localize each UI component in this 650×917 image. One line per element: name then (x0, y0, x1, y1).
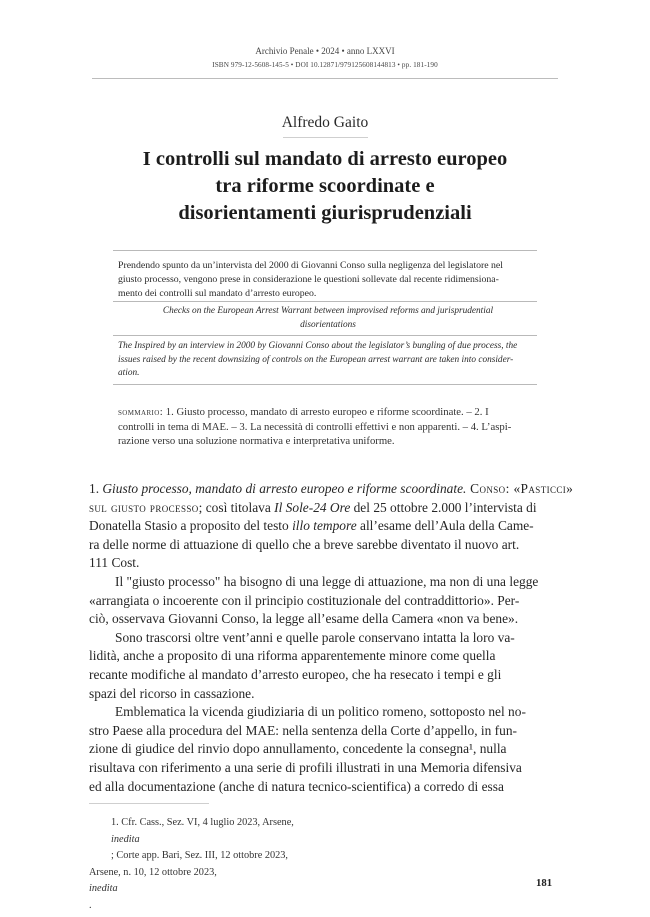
body-line: ra delle norme di attuazione di quello che a breve sarebbe diventato il nuovo art. (89, 536, 520, 552)
abstract-italian-line: giusto processo, vengono prese in considerazione le questioni sollevate dal recente ridimensiona- (118, 274, 499, 285)
footnote-line (89, 865, 559, 915)
abstract-english-line: issues raised by the recent downsizing of controls on the European arrest warrant are taken into consider- (118, 354, 514, 365)
abstract-bottom-rule (113, 384, 537, 385)
body-line: stro Paese alla procedura del MAE: nella sentenza della Corte d’appello, in fun- (89, 722, 517, 738)
footnote-fragment: Arsene, n. 10, 12 ottobre 2023, (89, 866, 217, 878)
journal-header-line1: Archivio Penale • 2024 • anno LXXVI (255, 46, 395, 56)
quoted-title: Conso: «Pasticci» (466, 481, 574, 496)
body-fragment: del 25 ottobre 2.000 l’intervista di (350, 499, 537, 515)
footnote-fragment: ; Corte app. Bari, Sez. III, 12 ottobre 2023, (111, 850, 289, 861)
body-text (89, 480, 574, 796)
abstract-italian-line: Prendendo spunto da un’intervista del 2000 di Giovanni Conso sulla negligenza del legislatore nel (118, 260, 503, 271)
latin-phrase: illo tempore (292, 518, 357, 534)
abstract-mid-rule (113, 301, 537, 302)
abstract-top-rule (113, 250, 537, 251)
body-line: Sono trascorsi oltre vent’anni e quelle parole conservano intatta la loro va- (115, 629, 515, 645)
footnote-italic: inedita (89, 883, 118, 894)
summary (118, 405, 538, 449)
page-number: 181 (536, 877, 553, 889)
footnote-fragment: 1. Cfr. Cass., Sez. VI, 4 luglio 2023, Arsene, (111, 817, 294, 828)
body-line: risultava con riferimento a una serie di profili illustrati in una Memoria difensiva (89, 759, 522, 775)
body-line: recante modifiche al mandato d’arresto europeo, che ha resecato i tempi e gli (89, 666, 502, 682)
body-line (89, 517, 559, 536)
body-fragment: all’esame dell’Aula della Came- (356, 518, 534, 534)
english-title (118, 305, 538, 332)
body-line: ed alla documentazione (anche di natura tecnico-scientifica) a corredo di essa (89, 778, 504, 794)
body-line: zione di giudice del rinvio dopo annullamento, concedente la consegna¹, nulla (89, 741, 507, 757)
header-divider (92, 78, 558, 79)
body-line: «arrangiata o incoerente con il principio costituzionale del contraddittorio». Per- (89, 592, 520, 608)
english-title-line: disorientations (300, 319, 356, 330)
body-line (89, 499, 559, 518)
footnote-divider (89, 803, 209, 804)
journal-header-line2: ISBN 979-12-5608-145-5 • DOI 10.12871/979125608144813 • pp. 181-190 (212, 61, 438, 69)
english-title-rule (113, 335, 537, 336)
body-line (89, 480, 574, 499)
footnote (89, 815, 559, 914)
body-line: ciò, osservava Giovanni Conso, la legge all’esame della Camera «non va bene». (89, 611, 519, 627)
summary-line: controlli in tema di MAE. – 3. La necessità di controlli effettivi e non apparenti. – 4. L’aspi- (118, 420, 512, 433)
article-title-line: I controlli sul mandato di arresto europeo (142, 148, 508, 170)
author-divider (283, 137, 368, 138)
footnote-line (89, 815, 559, 865)
abstract-english-line: ation. (118, 368, 140, 378)
english-title-line: Checks on the European Arrest Warrant between improvised reforms and jurisprudential (162, 306, 494, 316)
summary-line (118, 405, 538, 420)
summary-text: 1. Giusto processo, mandato di arresto europeo e riforme scoordinate. – 2. I (163, 406, 489, 418)
body-line: lidità, anche a proposito di una riforma apparentemente minore come quella (89, 648, 496, 664)
abstract-italian (118, 259, 538, 301)
section-number: 1. (89, 481, 103, 496)
section-heading: Giusto processo, mandato di arresto europeo e riforme scoordinate. (102, 481, 467, 496)
article-title (90, 146, 560, 227)
newspaper-name: Il Sole-24 Ore (274, 499, 351, 515)
summary-line: razione verso una soluzione normativa e interpretativa uniforme. (118, 435, 395, 448)
body-line: Emblematica la vicenda giudiziaria di un politico romeno, sottoposto nel no- (115, 704, 526, 720)
quoted-title-cont: sul giusto processo (89, 499, 199, 515)
article-title-line: disorientamenti giurisprudenziali (178, 202, 472, 224)
footnote-italic: inedita (111, 833, 140, 845)
body-line: spazi del ricorso in cassazione. (89, 685, 255, 701)
article-title-line: tra riforme scoordinate e (215, 175, 435, 197)
body-line: 111 Cost. (89, 555, 140, 571)
abstract-english (118, 340, 538, 381)
author-name: Alfredo Gaito (281, 114, 369, 131)
summary-label: sommario: (118, 406, 164, 418)
body-fragment: ; così titolava (198, 499, 275, 515)
footnote-fragment: . (89, 899, 92, 911)
body-line: Il "giusto processo" ha bisogno di una legge di attuazione, ma non di una legge (115, 573, 539, 589)
abstract-italian-line: mento dei controlli sul mandato d’arresto europeo. (118, 288, 317, 299)
body-fragment: Donatella Stasio a proposito del testo (89, 518, 293, 534)
abstract-english-line: The Inspired by an interview in 2000 by Giovanni Conso about the legislator’s bungling of due process, the (118, 341, 518, 351)
